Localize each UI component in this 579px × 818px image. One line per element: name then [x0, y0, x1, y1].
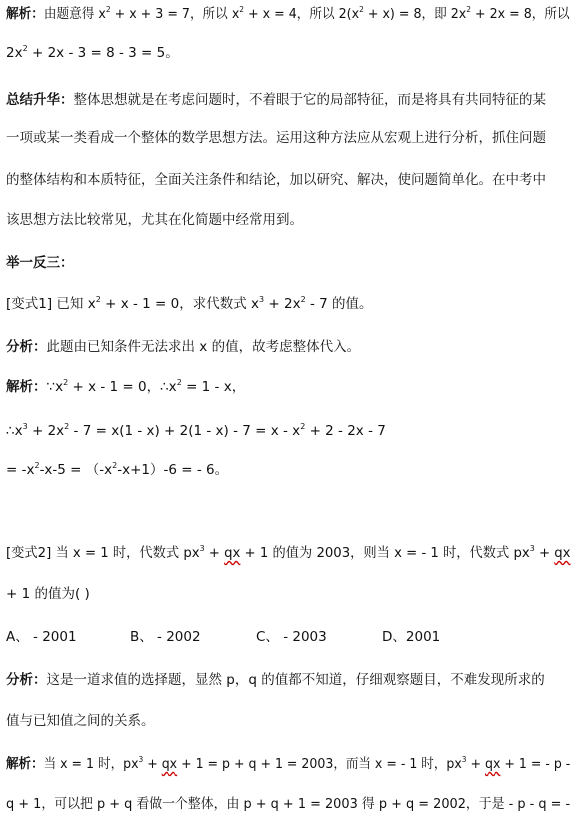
label-zongjie: 总结升华：	[6, 92, 74, 108]
summary-line-2: 一项或某一类看成一个整体的数学思想方法。运用这种方法应从宏观上进行分析，抓住问题	[6, 130, 546, 146]
label-jiexi: 解析：	[6, 379, 47, 395]
option-a: A、 - 2001	[6, 629, 77, 645]
label-jiexi: 解析：	[6, 6, 44, 22]
summary-line-3: 的整体结构和本质特征，全面关注条件和结论，加以研究、解决，使问题简单化。在中考中	[6, 172, 546, 188]
section-heading-juyi: 举一反三：	[6, 255, 74, 271]
option-b: B、 - 2002	[130, 629, 201, 645]
summary-line-4: 该思想方法比较常见，尤其在化简题中经常用到。	[6, 212, 303, 228]
variant2-analysis-line-1: 分析：这是一道求值的选择题，显然 p，q 的值都不知道，仔细观察题目，不难发现所求的	[6, 672, 545, 688]
variant1-analysis: 分析：此题由已知条件无法求出 x 的值，故考虑整体代入。	[6, 339, 361, 355]
variant1-solution: 解析：$\because x^2 + x - 1 = 0$，$\therefore x^2 = 1 - x$，	[6, 378, 246, 395]
option-d: D、2001	[382, 629, 441, 645]
option-c: C、 - 2003	[256, 629, 327, 645]
variant2-solution-line-1: 解析：当 x = 1 时，$px^3$ + qx + 1 = p + q + 1 = 2003，而当 x = - 1 时，$px^3$ + qx + 1 = - p -	[6, 755, 571, 772]
variant2-solution-line-2: q + 1，可以把 p + q 看做一个整体，由 p + q + 1 = 2003 得 p + q = 2002，于是 - p - q = -	[6, 796, 571, 812]
solution-line-2: $2x^2 + 2x - 3 = 8 - 3 = 5$。	[6, 44, 179, 61]
variant2-analysis-line-2: 值与已知值之间的关系。	[6, 713, 155, 729]
label-fenxi: 分析：	[6, 672, 47, 688]
variant2-question-line-2: + 1 的值为( )	[6, 586, 90, 602]
summary-line-1: 总结升华：整体思想就是在考虑问题时，不着眼于它的局部特征，而是将具有共同特征的某	[6, 92, 546, 108]
variant1-calc-2: = $-x^2-x-5 = (-x^2-x+1)-6$ = - 6。	[6, 461, 229, 478]
variant1-calc-1: $\therefore x^3 + 2x^2 - 7 = x(1 - x) + 2(1 - x) - 7 = x - x^2 + 2 - 2x - 7$	[6, 422, 386, 439]
variant1-question: [变式1] 已知 $x^2 + x - 1 = 0$，求代数式 $x^3 + 2x^2 - 7$ 的值。	[6, 295, 373, 312]
label-jiexi: 解析：	[6, 756, 44, 772]
variant2-tag: [变式2]	[6, 545, 52, 561]
variant2-question-line-1: [变式2] 当 x = 1 时，代数式 $px^3$ + qx + 1 的值为 2003，则当 x = - 1 时，代数式 $px^3$ + qx	[6, 544, 571, 561]
solution-line-1: 解析：由题意得 $x^2 + x + 3 = 7$，所以 $x^2 + x = 4$，所以 $2(x^2 + x) = 8$，即 $2x^2 + 2x = 8$，所以	[6, 5, 570, 22]
label-fenxi: 分析：	[6, 339, 47, 355]
variant1-tag: [变式1]	[6, 296, 53, 312]
